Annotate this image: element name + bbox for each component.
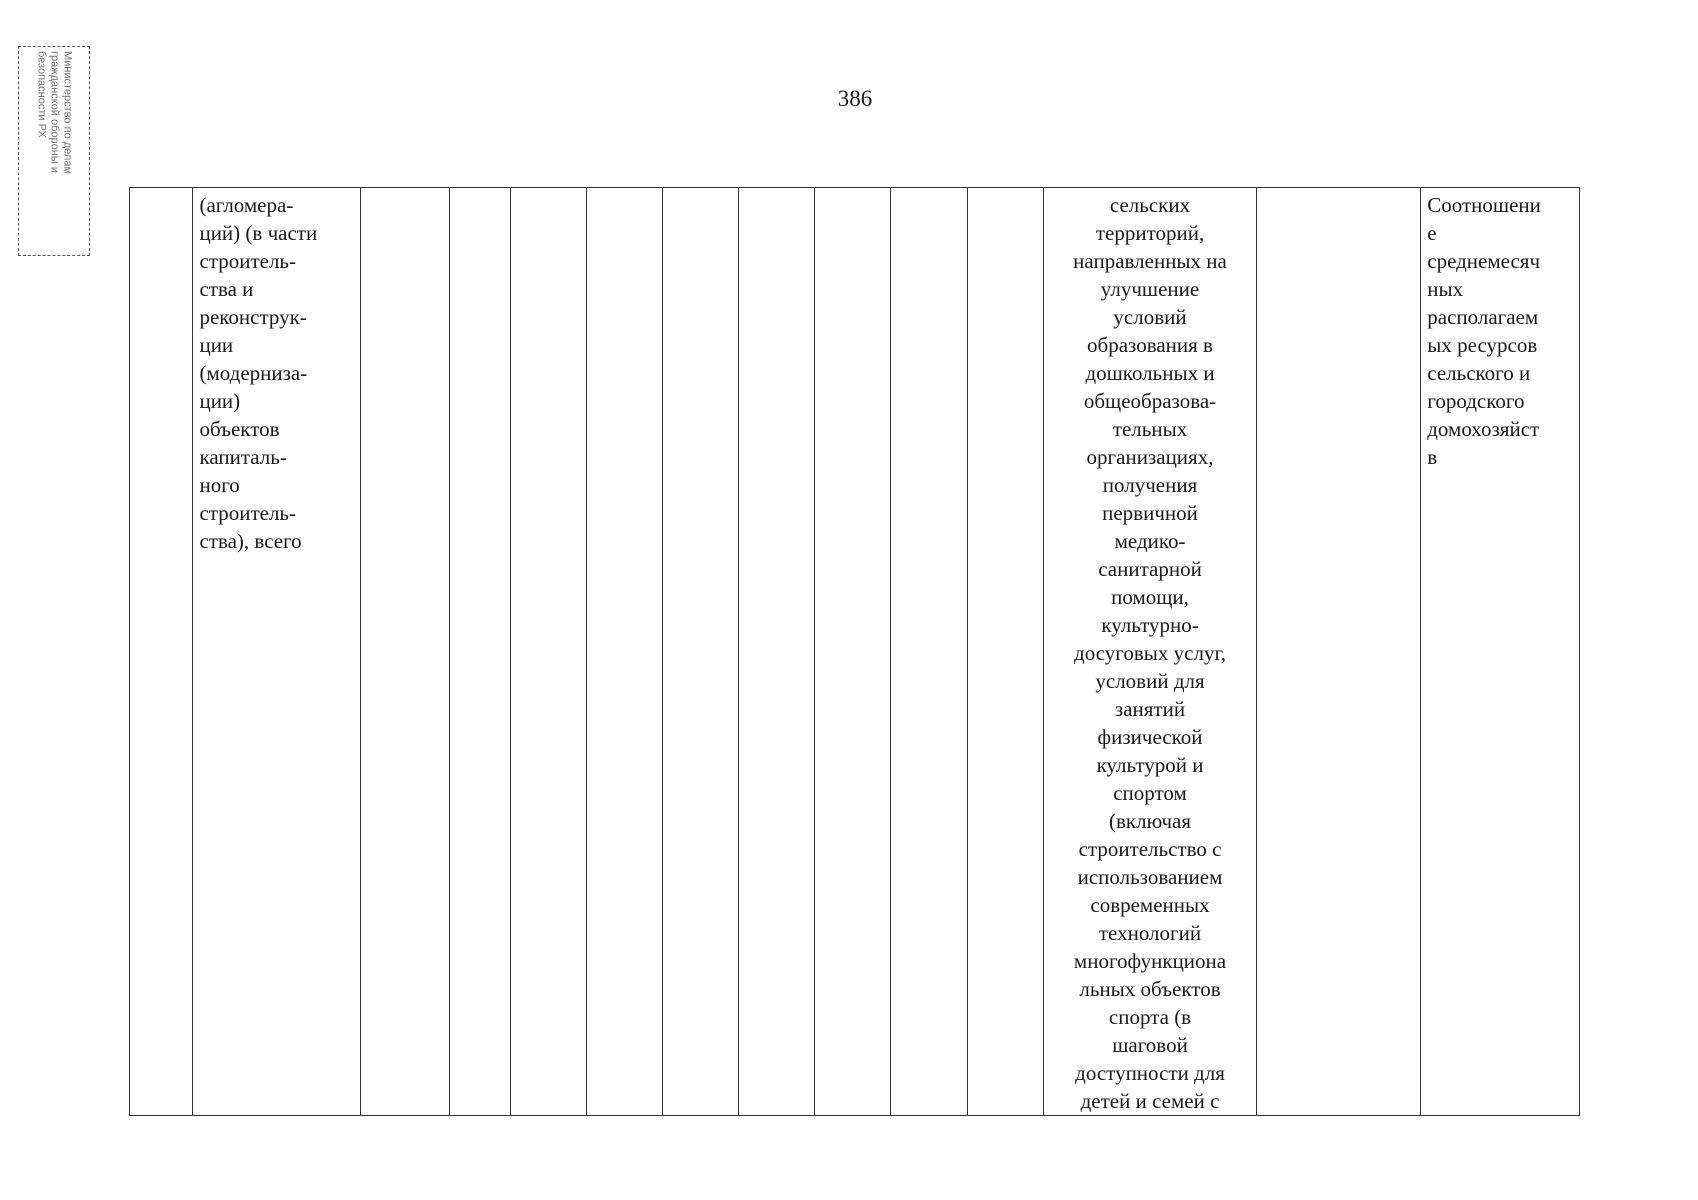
- registration-stamp: [18, 46, 90, 256]
- page-number: 386: [837, 86, 873, 111]
- cell-name-text: (агломера- ций) (в части строитель- ства и реконструк- ции (модерниза- ции) объектов капиталь- ного строитель- ства), всего: [199, 193, 318, 553]
- cell-empty-9: [815, 188, 891, 1116]
- cell-description-text: сельских территорий, направленных на улучшение условий образования в дошкольных и общеобразова- тельных организациях, получения первичной медико- санитарной помощи, культурно- досуговых услуг, условий для занятий физической культурой и спортом (включая строительство с использованием современных технологий многофункциона льных объектов спорта (в шаговой доступности для детей и семей с: [1073, 193, 1227, 1113]
- document-table-container: [129, 187, 1580, 1116]
- cell-empty-11: [967, 188, 1043, 1116]
- cell-indicator: [1421, 188, 1580, 1116]
- cell-empty-5: [510, 188, 586, 1116]
- cell-empty-6: [586, 188, 662, 1116]
- cell-index: [130, 188, 193, 1116]
- cell-empty-3: [360, 188, 450, 1116]
- document-table: [129, 187, 1580, 1116]
- cell-empty-13: [1257, 188, 1421, 1116]
- cell-empty-8: [739, 188, 815, 1116]
- cell-empty-10: [891, 188, 967, 1116]
- cell-indicator-text: Соотношени е среднемесяч ных располагаем ых ресурсов сельского и городского домохозяйст в: [1427, 193, 1541, 469]
- cell-description: [1043, 188, 1257, 1116]
- table-row: [130, 188, 1580, 1116]
- cell-empty-4: [450, 188, 510, 1116]
- stamp-text: Министерство по делам гражданской обороны и безопасности РХ: [35, 51, 74, 175]
- cell-empty-7: [663, 188, 739, 1116]
- cell-name: [193, 188, 360, 1116]
